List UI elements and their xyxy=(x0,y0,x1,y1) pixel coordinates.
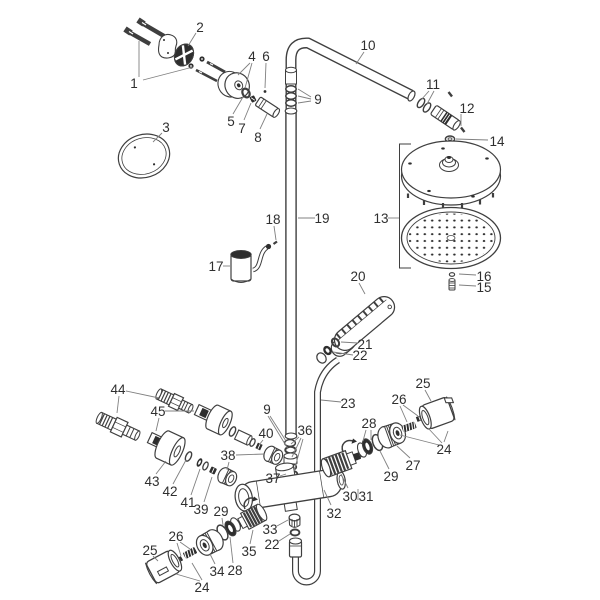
callout-number: 6 xyxy=(262,49,270,64)
callout-2 xyxy=(188,20,204,46)
leader-line xyxy=(400,406,407,422)
cover-plate xyxy=(113,128,176,185)
leader-line xyxy=(191,469,200,495)
callout-number: 24 xyxy=(436,442,452,457)
callout-30 xyxy=(341,474,358,504)
leader-line xyxy=(459,285,476,286)
leader-line xyxy=(192,563,202,580)
leader-line xyxy=(298,101,311,103)
arm-connector xyxy=(430,105,461,131)
leader-line xyxy=(359,283,365,294)
callout-number: 23 xyxy=(340,396,356,411)
leader-line xyxy=(156,461,166,474)
callout-number: 45 xyxy=(150,404,166,419)
knurled-bit xyxy=(209,466,217,474)
callout-23 xyxy=(321,396,356,411)
leader-line xyxy=(400,435,439,445)
leader-line xyxy=(380,451,389,469)
seal-ring xyxy=(228,426,237,437)
callout-number: 18 xyxy=(265,212,281,227)
callout-number: 24 xyxy=(194,580,210,595)
leader-line xyxy=(156,418,159,431)
callout-number: 16 xyxy=(476,269,492,284)
callout-42 xyxy=(162,460,186,499)
shower-arm xyxy=(291,43,411,116)
callout-number: 4 xyxy=(248,49,256,64)
callout-7 xyxy=(238,103,251,136)
callout-number: 33 xyxy=(262,522,278,537)
leader-line xyxy=(126,391,159,398)
callout-26 xyxy=(391,392,418,422)
callout-number: 22 xyxy=(352,348,368,363)
knurled-nut xyxy=(375,420,408,450)
leader-line xyxy=(298,89,311,97)
callout-number: 25 xyxy=(415,376,431,391)
callout-number: 28 xyxy=(361,416,377,431)
callout-number: 26 xyxy=(168,529,184,544)
callout-number: 32 xyxy=(326,506,342,521)
callout-number: 30 xyxy=(342,489,358,504)
shower-holder xyxy=(231,242,277,283)
handle-cap xyxy=(417,395,459,431)
callout-number: 39 xyxy=(193,502,209,517)
spring xyxy=(401,421,417,432)
callout-number: 42 xyxy=(162,484,178,499)
seal-ring xyxy=(286,86,296,92)
tiny-screw xyxy=(449,92,453,97)
callout-number: 14 xyxy=(489,134,505,149)
callout-number: 26 xyxy=(391,392,407,407)
leader-line xyxy=(143,67,193,80)
callout-20 xyxy=(350,269,365,294)
spray-plate-screw xyxy=(449,279,455,290)
leader-line xyxy=(456,139,488,140)
callout-25 xyxy=(142,543,158,561)
callout-13 xyxy=(373,211,399,226)
leader-line xyxy=(238,63,250,75)
leader-line xyxy=(274,226,276,240)
leader-line xyxy=(210,554,215,564)
callout-number: 19 xyxy=(314,211,330,226)
leader-line xyxy=(244,103,251,120)
leader-line xyxy=(421,91,429,100)
rotation-arrow xyxy=(342,441,353,452)
callout-number: 7 xyxy=(238,121,246,136)
knurled-bit xyxy=(255,443,262,451)
callout-number: 21 xyxy=(357,337,373,352)
leader-line xyxy=(177,543,181,556)
escutcheon-group xyxy=(213,65,280,119)
leader-line xyxy=(233,97,243,114)
callout-number: 9 xyxy=(314,92,322,107)
callout-number: 1 xyxy=(130,76,138,91)
leader-line xyxy=(265,63,266,88)
callout-number: 25 xyxy=(142,543,158,558)
callout-9 xyxy=(298,89,322,107)
leader-line xyxy=(425,390,431,401)
callout-number: 10 xyxy=(360,38,376,53)
callout-layer xyxy=(110,20,505,595)
callout-29 xyxy=(380,451,399,484)
hose-washer xyxy=(291,530,300,536)
callout-number: 44 xyxy=(110,382,126,397)
leader-line xyxy=(236,454,265,455)
leader-line xyxy=(298,96,311,99)
leader-line xyxy=(277,520,288,526)
callout-40 xyxy=(258,426,273,445)
callout-number: 40 xyxy=(258,426,274,441)
seal-ring xyxy=(202,461,210,470)
leader-line xyxy=(397,446,410,458)
leader-line xyxy=(356,52,364,64)
grub-screw xyxy=(264,90,267,93)
leader-line xyxy=(117,396,119,413)
callout-number: 3 xyxy=(162,120,170,135)
tiny-screw xyxy=(461,128,465,133)
callout-number: 37 xyxy=(265,471,281,486)
supply-unions-group xyxy=(94,387,285,488)
leader-line xyxy=(204,477,212,502)
callout-24 xyxy=(400,428,452,457)
callout-number: 9 xyxy=(263,402,271,417)
callout-number: 22 xyxy=(264,537,280,552)
spray-plate-washer xyxy=(449,273,454,277)
callout-12 xyxy=(459,101,474,126)
callout-number: 36 xyxy=(297,423,313,438)
eccentric-union xyxy=(94,410,142,444)
callout-18 xyxy=(265,212,280,240)
knurled-nut xyxy=(193,527,227,559)
leader-line xyxy=(459,274,476,275)
leader-line xyxy=(250,530,253,544)
pipe-nipple xyxy=(255,97,281,119)
callout-number: 35 xyxy=(241,544,257,559)
callout-6 xyxy=(262,49,270,88)
callout-number: 41 xyxy=(180,495,196,510)
leader-line xyxy=(444,431,448,442)
leader-line xyxy=(222,518,223,525)
union-nut xyxy=(262,444,286,466)
screw-bit xyxy=(249,95,256,103)
callout-number: 38 xyxy=(220,448,236,463)
callout-number: 8 xyxy=(254,130,262,145)
callout-28 xyxy=(227,537,242,578)
callout-number: 17 xyxy=(208,259,224,274)
callout-16 xyxy=(459,269,492,284)
callout-19 xyxy=(298,211,330,226)
mounting-plate xyxy=(158,34,176,58)
callout-39 xyxy=(193,477,212,517)
leader-line xyxy=(260,114,267,129)
callout-number: 20 xyxy=(350,269,366,284)
callout-number: 13 xyxy=(373,211,389,226)
callout-number: 12 xyxy=(459,101,475,116)
callout-31 xyxy=(358,489,374,504)
callout-33 xyxy=(262,520,288,537)
leader-line xyxy=(230,537,233,563)
overhead-shower xyxy=(400,136,501,290)
callout-34 xyxy=(209,554,225,579)
callout-number: 43 xyxy=(144,474,160,489)
seal-ring xyxy=(286,100,296,106)
callout-28 xyxy=(361,416,376,441)
callout-17 xyxy=(208,259,230,274)
leader-line xyxy=(427,91,434,104)
holder-screw xyxy=(274,242,278,245)
callout-number: 31 xyxy=(358,489,374,504)
leader-line xyxy=(428,428,442,443)
callout-35 xyxy=(241,530,256,559)
callout-8 xyxy=(254,114,267,145)
leader-line xyxy=(279,534,290,541)
callout-number: 15 xyxy=(476,280,492,295)
callout-number: 34 xyxy=(209,564,225,579)
callout-27 xyxy=(397,446,421,473)
small-screw xyxy=(207,62,225,72)
callout-number: 29 xyxy=(383,469,399,484)
callout-10 xyxy=(356,38,376,64)
callout-number: 2 xyxy=(196,20,204,35)
callout-25 xyxy=(415,376,431,401)
callout-number: 27 xyxy=(405,458,421,473)
leader-line xyxy=(321,400,341,402)
callout-number: 29 xyxy=(213,504,229,519)
leader-line xyxy=(188,33,196,46)
seal-ring xyxy=(286,93,296,99)
callout-number: 28 xyxy=(227,563,243,578)
callout-38 xyxy=(220,448,265,470)
callout-number: 11 xyxy=(425,77,441,92)
callout-number: 5 xyxy=(227,114,235,129)
